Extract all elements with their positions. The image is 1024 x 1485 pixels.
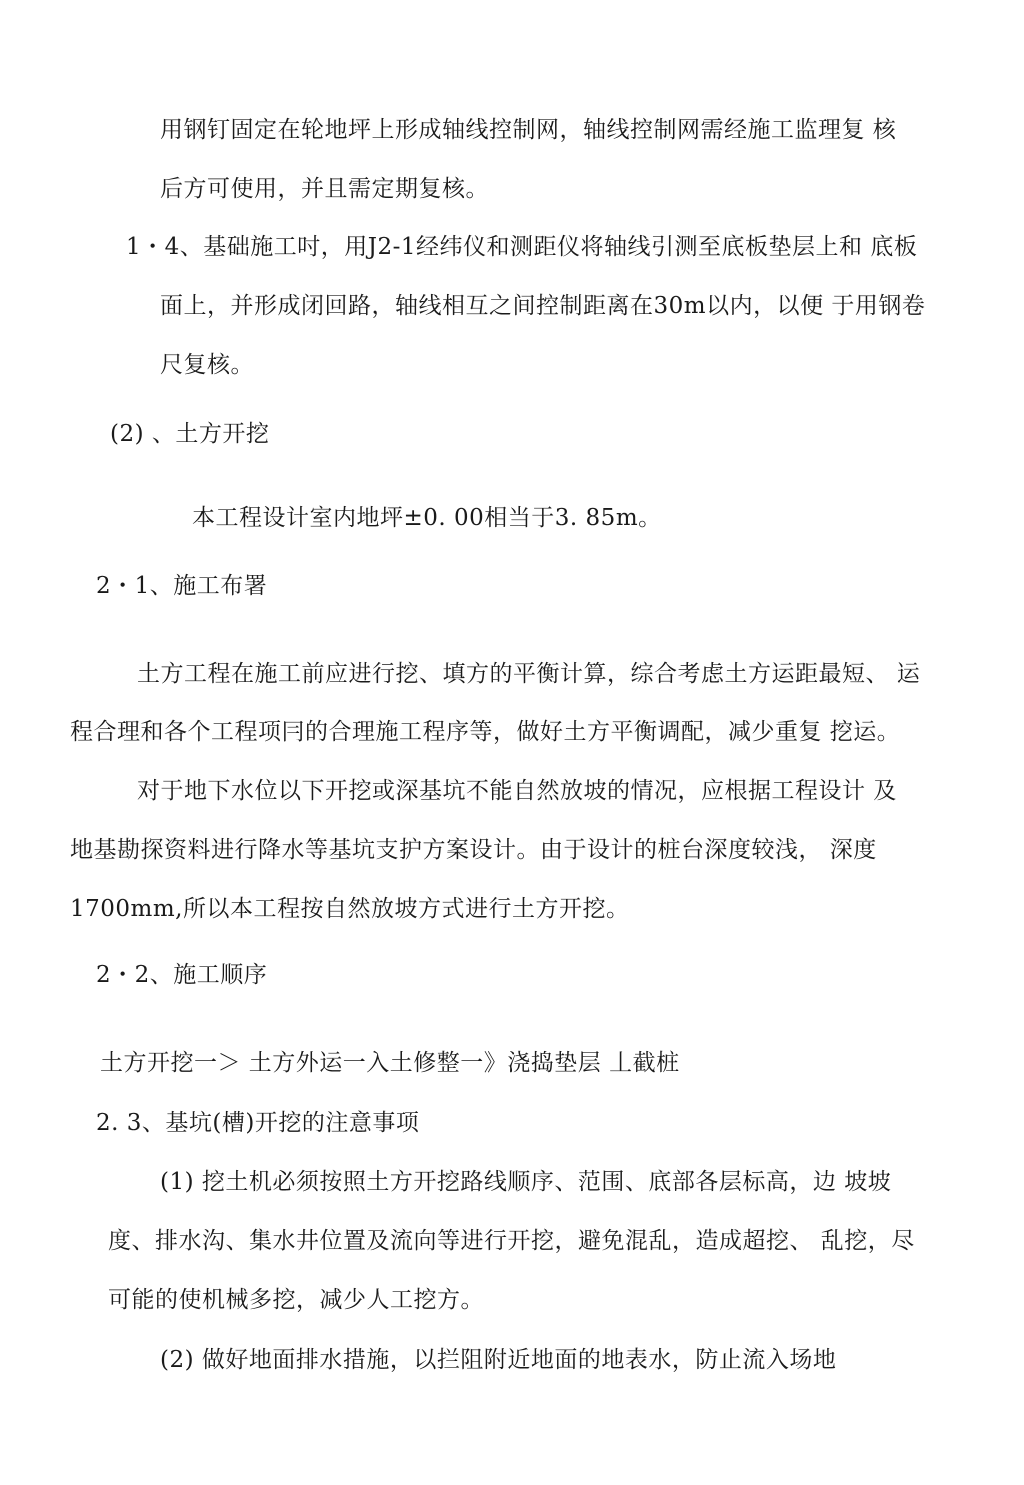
text-line: 土方工程在施工前应进行挖、填方的平衡计算，综合考虑土方运距最短、 运: [137, 661, 921, 687]
text-line: 1700mm,所以本工程按自然放坡方式进行土方开挖。: [70, 896, 630, 922]
text-line: (1) 挖土机必须按照土方开挖路线顺序、范围、底部各层标高，边 坡坡: [160, 1169, 892, 1195]
subsection-heading: 2. 3、基坑(槽)开挖的注意事项: [96, 1110, 420, 1136]
text-line: 1・4、基础施工吋，用J2-1经纬仪和测距仪将轴线引测至底板垫层上和 底板: [126, 234, 918, 260]
text-line: 度、排水沟、集水井位置及流向等进行开挖，避免混乱，造成超挖、 乱挖，尽: [108, 1228, 915, 1254]
text-line: 土方开挖一＞ 土方外运一入土修整一》浇捣垫层 丄截桩: [100, 1050, 680, 1076]
text-line: 用钢钉固定在轮地坪上形成轴线控制网，轴线控制网需经施工监理复 核: [160, 117, 897, 143]
text-line: (2) 做好地面排水措施，以拦阻附近地面的地表水，防止流入场地: [160, 1347, 837, 1373]
text-line: 对于地下水位以下开挖或深基坑不能自然放坡的情况，应根据工程设计 及: [137, 778, 897, 804]
text-line: 本工程设计室内地坪±0. 00相当于3. 85m。: [192, 505, 662, 531]
text-line: 程合理和各个工程项冃的合理施工程序等，做好土方平衡调配，减少重复 挖运。: [70, 719, 901, 745]
text-line: 后方可使用，并且需定期复核。: [160, 176, 489, 202]
subsection-heading: 2・1、施工布署: [96, 573, 268, 599]
subsection-heading: 2・2、施工顺序: [96, 962, 268, 988]
text-line: 地基勘探资料进行降水等基坑支护方案设计。由于设计的桩台深度较浅， 深度: [70, 837, 877, 863]
text-line: 尺复核。: [160, 352, 254, 378]
section-heading: (2) 、土方开挖: [110, 421, 270, 447]
text-line: 可能的使机械多挖，减少人工挖方。: [108, 1287, 484, 1313]
text-line: 面上，并形成闭回路，轴线相互之间控制距离在30m以内，以便 于用钢卷: [160, 293, 926, 319]
